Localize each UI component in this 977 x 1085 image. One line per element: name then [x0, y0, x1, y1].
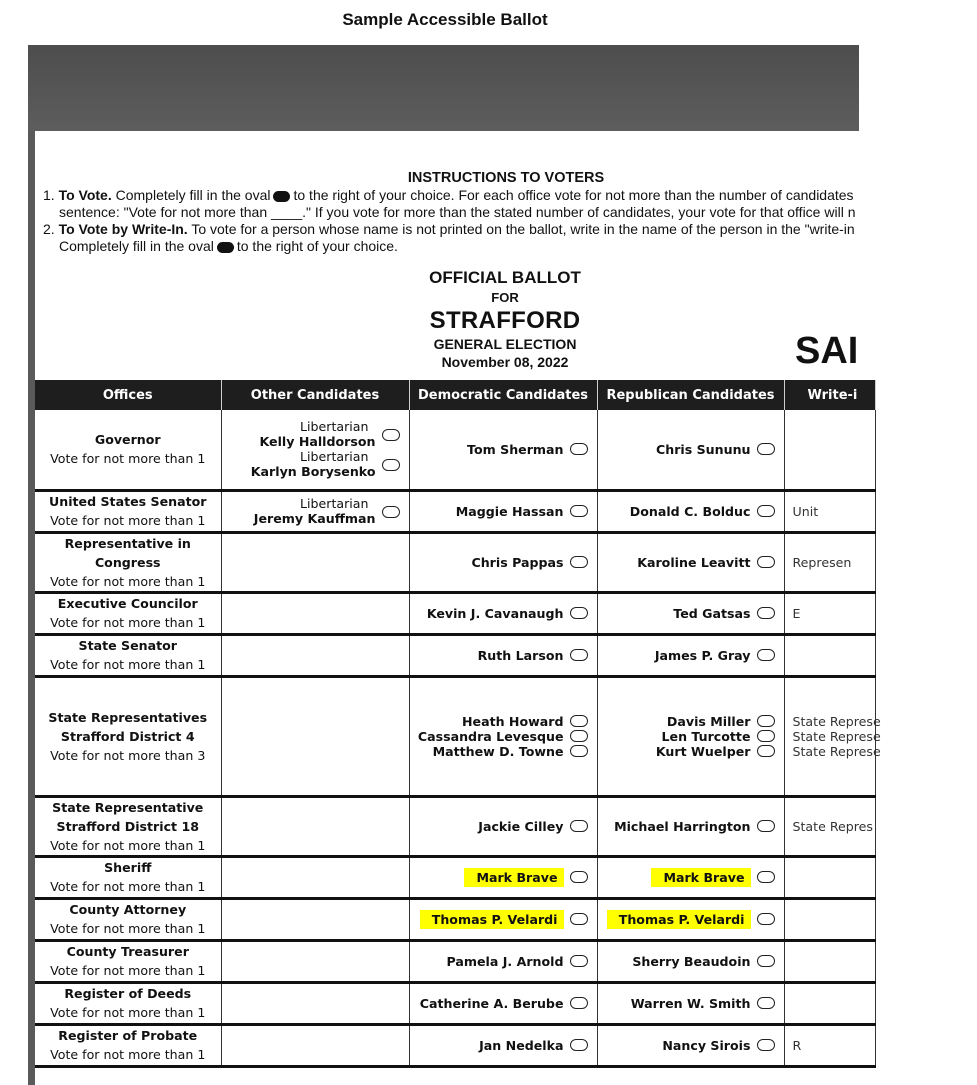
ballot-row — [35, 410, 875, 490]
instruction-text: to the right of your choice. For each office vote for not more than the number of candidates — [293, 187, 854, 203]
vote-limit: Vote for not more than 1 — [50, 921, 206, 936]
candidate-option[interactable] — [410, 996, 597, 1011]
candidate-option[interactable] — [410, 1038, 597, 1053]
office-cell — [35, 592, 221, 634]
other-candidates-cell — [221, 490, 409, 532]
republican-candidates-cell — [597, 490, 784, 532]
candidate-name: Ted Gatsas — [673, 605, 751, 621]
candidate-option[interactable] — [410, 442, 597, 457]
candidate-name: Warren W. Smith — [630, 995, 751, 1011]
candidate-option[interactable] — [410, 954, 597, 969]
democratic-candidates-cell — [409, 940, 597, 982]
column-header-write-in: Write-i — [784, 380, 875, 410]
ballot-row — [35, 634, 875, 676]
vote-limit: Vote for not more than 1 — [50, 879, 206, 894]
candidate-name: Catherine A. Berube — [419, 995, 564, 1011]
write-in-cell[interactable] — [784, 676, 881, 796]
office-name: State Representative — [52, 799, 204, 815]
republican-candidates-cell — [597, 676, 784, 796]
vote-oval-icon[interactable] — [757, 997, 775, 1009]
vote-limit: Vote for not more than 1 — [50, 573, 206, 589]
candidate-option[interactable] — [598, 504, 784, 519]
vote-oval-icon[interactable] — [382, 459, 400, 471]
vote-oval-icon[interactable] — [570, 1039, 588, 1051]
other-candidates-cell — [221, 856, 409, 898]
office-cell — [35, 796, 221, 856]
candidate-name: Jeremy Kauffman — [253, 511, 376, 526]
candidate-option[interactable] — [410, 504, 597, 519]
filled-oval-icon — [217, 242, 234, 253]
column-header-other: Other Candidates — [221, 380, 409, 410]
candidate-option[interactable] — [222, 464, 409, 479]
vote-oval-icon[interactable] — [757, 745, 775, 757]
filled-oval-icon — [273, 191, 290, 202]
candidate-party: Libertarian — [300, 419, 369, 435]
candidate-option[interactable] — [410, 819, 597, 834]
ballot-row — [35, 1024, 875, 1066]
ballot-row — [35, 982, 875, 1024]
candidate-name: Mark Brave — [651, 868, 750, 887]
column-header-republican: Republican Candidates — [597, 380, 784, 410]
election-name: GENERAL ELECTION — [433, 336, 577, 352]
office-name: Sheriff — [104, 860, 152, 875]
vote-limit: Vote for not more than 1 — [50, 837, 206, 853]
instruction-number: 2. — [43, 221, 55, 237]
vote-oval-icon[interactable] — [757, 1039, 775, 1051]
candidate-name: Chris Pappas — [471, 554, 564, 570]
vote-oval-icon[interactable] — [570, 556, 588, 568]
vote-oval-icon[interactable] — [570, 745, 588, 757]
republican-candidates-cell — [597, 410, 784, 490]
vote-oval-icon[interactable] — [757, 913, 775, 925]
write-in-cell[interactable] — [784, 592, 875, 634]
democratic-candidates-cell — [409, 490, 597, 532]
column-header-democratic: Democratic Candidates — [409, 380, 597, 410]
ballot-row — [35, 856, 875, 898]
instruction-number: 1. — [43, 187, 55, 203]
vote-oval-icon[interactable] — [757, 607, 775, 619]
office-name: County Treasurer — [66, 944, 189, 959]
candidate-option[interactable] — [410, 910, 597, 929]
write-in-label: State Represe — [792, 743, 881, 759]
candidate-option[interactable] — [222, 511, 409, 526]
office-cell — [35, 940, 221, 982]
democratic-candidates-cell — [409, 1024, 597, 1066]
vote-oval-icon[interactable] — [382, 429, 400, 441]
office-district: Strafford District 4 — [60, 728, 195, 744]
republican-candidates-cell — [597, 856, 784, 898]
candidate-option[interactable] — [598, 954, 784, 969]
instruction-heading: To Vote. — [58, 187, 112, 203]
official-ballot-header — [365, 268, 645, 370]
write-in-label: R — [792, 1037, 802, 1053]
election-date: November 08, 2022 — [441, 354, 569, 370]
candidate-option[interactable] — [410, 744, 597, 759]
ballot-table — [35, 380, 881, 1068]
vote-oval-icon[interactable] — [570, 505, 588, 517]
democratic-candidates-cell — [409, 856, 597, 898]
candidate-option[interactable] — [598, 910, 784, 929]
candidate-name: Jackie Cilley — [478, 818, 564, 834]
candidate-name: Jan Nedelka — [479, 1037, 564, 1053]
candidate-option[interactable] — [410, 606, 597, 621]
vote-oval-icon[interactable] — [382, 506, 400, 518]
office-cell — [35, 634, 221, 676]
candidate-option[interactable] — [598, 1038, 784, 1053]
office-name: State Senator — [78, 638, 177, 653]
instruction-line-3 — [35, 221, 935, 238]
other-candidates-cell — [221, 676, 409, 796]
office-cell — [35, 898, 221, 940]
candidate-name: Karlyn Borysenko — [250, 464, 376, 480]
republican-candidates-cell — [597, 634, 784, 676]
write-in-label: State Repres — [792, 818, 873, 834]
office-cell — [35, 982, 221, 1024]
other-candidates-cell — [221, 898, 409, 940]
vote-oval-icon[interactable] — [570, 649, 588, 661]
ballot-row — [35, 490, 875, 532]
vote-oval-icon[interactable] — [570, 715, 588, 727]
democratic-candidates-cell — [409, 532, 597, 592]
vote-limit: Vote for not more than 3 — [50, 747, 206, 763]
office-cell — [35, 490, 221, 532]
candidate-name: Ruth Larson — [477, 647, 564, 663]
instructions-title: INSTRUCTIONS TO VOTERS — [407, 170, 605, 186]
write-in-cell[interactable] — [784, 898, 875, 940]
office-name: State Representatives — [48, 709, 208, 725]
vote-limit: Vote for not more than 1 — [50, 513, 206, 528]
ballot-sheet — [35, 131, 881, 1085]
vote-oval-icon[interactable] — [570, 443, 588, 455]
official-ballot-title: OFFICIAL BALLOT — [429, 268, 581, 287]
vote-oval-icon[interactable] — [757, 556, 775, 568]
column-header-offices: Offices — [35, 380, 221, 410]
write-in-cell[interactable] — [784, 410, 875, 490]
candidate-name: Davis Miller — [666, 713, 751, 729]
instruction-heading: To Vote by Write-In. — [58, 221, 188, 237]
vote-oval-icon[interactable] — [757, 715, 775, 727]
candidate-name: Pamela J. Arnold — [446, 953, 564, 969]
candidate-name: Kelly Halldorson — [259, 434, 376, 450]
candidate-name: Cassandra Levesque — [417, 728, 564, 744]
democratic-candidates-cell — [409, 982, 597, 1024]
frame-top-band — [28, 45, 859, 131]
republican-candidates-cell — [597, 796, 784, 856]
write-in-cell[interactable] — [784, 940, 875, 982]
write-in-cell[interactable] — [784, 796, 875, 856]
other-candidates-cell — [221, 410, 409, 490]
vote-oval-icon[interactable] — [757, 730, 775, 742]
candidate-name: Donald C. Bolduc — [629, 503, 751, 519]
vote-limit: Vote for not more than 1 — [50, 615, 206, 630]
office-cell — [35, 676, 221, 796]
candidate-option[interactable] — [598, 868, 784, 887]
ballot-row — [35, 796, 875, 856]
ballot-row — [35, 898, 875, 940]
republican-candidates-cell — [597, 982, 784, 1024]
republican-candidates-cell — [597, 940, 784, 982]
candidate-option[interactable] — [598, 555, 784, 570]
candidate-option[interactable] — [598, 606, 784, 621]
democratic-candidates-cell — [409, 410, 597, 490]
candidate-name: Sherry Beaudoin — [632, 953, 751, 969]
candidate-name: Thomas P. Velardi — [607, 910, 751, 929]
write-in-cell[interactable] — [784, 532, 875, 592]
sample-watermark: SAI — [795, 330, 859, 372]
write-in-cell[interactable] — [784, 1024, 875, 1066]
write-in-cell[interactable] — [784, 856, 875, 898]
vote-limit: Vote for not more than 1 — [50, 963, 206, 978]
office-name: United States Senator — [49, 494, 207, 509]
office-name: Governor — [94, 432, 161, 448]
other-candidates-cell — [221, 532, 409, 592]
candidate-option[interactable] — [598, 819, 784, 834]
republican-candidates-cell — [597, 532, 784, 592]
ballot-table-header — [35, 380, 875, 410]
democratic-candidates-cell — [409, 592, 597, 634]
office-cell — [35, 410, 221, 490]
instruction-text: Completely fill in the oval — [115, 187, 271, 203]
candidate-option[interactable] — [410, 714, 597, 729]
other-candidates-cell — [221, 796, 409, 856]
candidate-name: Chris Sununu — [655, 441, 751, 457]
candidate-name: Kurt Wuelper — [655, 743, 751, 759]
vote-oval-icon[interactable] — [757, 955, 775, 967]
write-in-cell[interactable] — [784, 634, 875, 676]
vote-oval-icon[interactable] — [757, 649, 775, 661]
democratic-candidates-cell — [409, 676, 597, 796]
candidate-option[interactable] — [598, 729, 784, 744]
candidate-option[interactable] — [410, 555, 597, 570]
write-in-label: E — [792, 605, 801, 621]
ballot-row — [35, 940, 875, 982]
write-in-label: State Represe — [792, 713, 881, 729]
office-name: Register of Probate — [58, 1028, 198, 1043]
vote-oval-icon[interactable] — [570, 997, 588, 1009]
candidate-name: James P. Gray — [654, 647, 751, 663]
candidate-name: Matthew D. Towne — [432, 743, 564, 759]
office-cell — [35, 1024, 221, 1066]
candidate-name: Maggie Hassan — [455, 503, 564, 519]
office-cell — [35, 532, 221, 592]
candidate-option[interactable] — [410, 648, 597, 663]
other-candidates-cell — [221, 634, 409, 676]
candidate-option[interactable] — [410, 868, 597, 887]
vote-oval-icon[interactable] — [757, 505, 775, 517]
office-name: Executive Councilor — [57, 596, 198, 611]
write-in-cell[interactable] — [784, 982, 875, 1024]
candidate-name: Heath Howard — [461, 713, 564, 729]
candidate-name: Len Turcotte — [661, 728, 751, 744]
candidate-option[interactable] — [598, 714, 784, 729]
republican-candidates-cell — [597, 592, 784, 634]
office-name: Register of Deeds — [64, 986, 192, 1001]
vote-oval-icon[interactable] — [570, 955, 588, 967]
other-candidates-cell — [221, 940, 409, 982]
instruction-text: to the right of your choice. — [236, 238, 398, 254]
ballot-row — [35, 532, 875, 592]
page-title: Sample Accessible Ballot — [342, 10, 548, 29]
vote-limit: Vote for not more than 1 — [50, 451, 206, 467]
candidate-party: Libertarian — [300, 496, 369, 511]
vote-oval-icon[interactable] — [570, 871, 588, 883]
candidate-name: Nancy Sirois — [662, 1037, 751, 1053]
instruction-text: Completely fill in the oval — [59, 238, 214, 254]
vote-oval-icon[interactable] — [757, 871, 775, 883]
ballot-row — [35, 592, 875, 634]
other-candidates-cell — [221, 592, 409, 634]
candidate-party: Libertarian — [300, 449, 369, 465]
democratic-candidates-cell — [409, 898, 597, 940]
vote-oval-icon[interactable] — [570, 730, 588, 742]
vote-oval-icon[interactable] — [570, 607, 588, 619]
office-district: Strafford District 18 — [56, 818, 199, 834]
candidate-option[interactable] — [598, 996, 784, 1011]
candidate-option[interactable] — [598, 442, 784, 457]
candidate-name: Kevin J. Cavanaugh — [426, 605, 564, 621]
republican-candidates-cell — [597, 898, 784, 940]
candidate-name: Karoline Leavitt — [637, 554, 751, 570]
office-cell — [35, 856, 221, 898]
vote-oval-icon[interactable] — [757, 443, 775, 455]
democratic-candidates-cell — [409, 796, 597, 856]
vote-oval-icon[interactable] — [757, 820, 775, 832]
democratic-candidates-cell — [409, 634, 597, 676]
vote-limit: Vote for not more than 1 — [50, 1047, 206, 1062]
vote-oval-icon[interactable] — [570, 820, 588, 832]
ballot-frame — [28, 45, 881, 1085]
candidate-option[interactable] — [598, 744, 784, 759]
instruction-line-2: sentence: "Vote for not more than ____." If you vote for more than the stated number of candidates, your vote for that office will n — [59, 204, 856, 220]
vote-limit: Vote for not more than 1 — [50, 657, 206, 672]
ballot-row — [35, 676, 875, 796]
write-in-cell[interactable] — [784, 490, 875, 532]
candidate-option[interactable] — [598, 648, 784, 663]
instruction-line-4 — [35, 238, 935, 255]
instruction-text: To vote for a person whose name is not printed on the ballot, write in the name of the person in the "write-in — [191, 221, 855, 237]
vote-oval-icon[interactable] — [570, 913, 588, 925]
candidate-name: Thomas P. Velardi — [420, 910, 564, 929]
office-name: Representative in Congress — [64, 535, 191, 570]
instructions — [35, 170, 935, 255]
official-ballot-for: FOR — [491, 290, 519, 305]
candidate-name: Mark Brave — [464, 868, 563, 887]
other-candidates-cell — [221, 1024, 409, 1066]
vote-limit: Vote for not more than 1 — [50, 1005, 206, 1020]
republican-candidates-cell — [597, 1024, 784, 1066]
candidate-option[interactable] — [410, 729, 597, 744]
write-in-label: Unit — [792, 503, 819, 519]
write-in-label: Represen — [792, 554, 852, 570]
candidate-option[interactable] — [222, 434, 409, 449]
instruction-line-1 — [35, 187, 935, 204]
candidate-name: Tom Sherman — [467, 441, 564, 457]
town-name: STRAFFORD — [429, 307, 581, 334]
other-candidates-cell — [221, 982, 409, 1024]
write-in-label: State Represe — [792, 728, 881, 744]
office-name: County Attorney — [69, 902, 187, 917]
candidate-name: Michael Harrington — [614, 818, 751, 834]
